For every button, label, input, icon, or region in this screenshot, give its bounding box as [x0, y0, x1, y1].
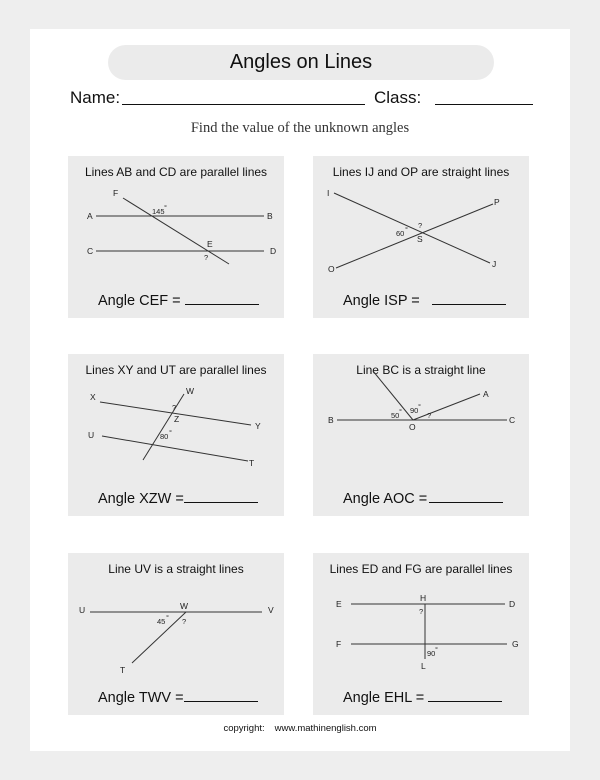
problem-5-title: Line UV is a straight lines [108, 562, 244, 576]
line-ut [102, 436, 248, 461]
copyright-label: copyright: [223, 723, 265, 734]
label-u: U [79, 605, 86, 615]
label-w: W [180, 601, 189, 611]
answer-blank[interactable] [428, 689, 502, 702]
answer-blank[interactable] [429, 490, 503, 503]
name-label: Name: [70, 88, 121, 107]
label-d: D [270, 246, 277, 256]
label-b: B [328, 415, 334, 425]
given-angle: 60 [396, 229, 405, 238]
label-a: A [483, 389, 489, 399]
answer-blank[interactable] [432, 292, 506, 305]
transversal-wz [143, 394, 184, 460]
label-e: E [336, 599, 342, 609]
label-c: C [87, 246, 94, 256]
label-o: O [409, 422, 416, 432]
answer-blank[interactable] [184, 689, 258, 702]
problem-1-title: Lines AB and CD are parallel lines [84, 165, 268, 179]
label-l: L [421, 661, 426, 671]
unknown-angle: ? [204, 253, 209, 262]
label-a: A [87, 211, 93, 221]
answer-prompt: Angle TWV = [98, 690, 184, 706]
degree-symbol: ° [405, 225, 408, 234]
problem-card-6 [313, 553, 529, 715]
answer-prompt: Angle AOC = [343, 491, 428, 507]
label-j: J [492, 259, 497, 269]
problem-card-2 [313, 156, 529, 318]
ray-oa [413, 394, 480, 420]
degree-symbol: ° [418, 402, 421, 411]
label-w: W [186, 386, 195, 396]
problem-3-title: Lines XY and UT are parallel lines [85, 363, 267, 377]
name-field-line[interactable] [122, 104, 365, 105]
answer-row-3 [98, 490, 258, 507]
unknown-angle: ? [418, 221, 423, 230]
unknown-angle: ? [182, 617, 187, 626]
answer-row-6 [343, 689, 502, 706]
problem-card-3 [68, 354, 284, 516]
given-angle-1: 50 [391, 411, 400, 420]
label-g: G [512, 639, 519, 649]
answer-row-2 [343, 292, 506, 309]
label-t: T [249, 458, 255, 468]
answer-prompt: Angle CEF = [98, 293, 181, 309]
label-b: B [267, 211, 273, 221]
given-angle: 80 [160, 432, 169, 441]
label-s: S [417, 234, 423, 244]
label-o: O [328, 264, 335, 274]
transversal-fe [123, 198, 229, 264]
problem-4-title: Line BC is a straight line [356, 363, 486, 377]
name-class-row [70, 88, 540, 112]
label-y: Y [255, 421, 261, 431]
answer-prompt: Angle EHL = [343, 690, 425, 706]
problem-card-5 [68, 553, 284, 715]
label-d: D [509, 599, 516, 609]
answer-row-4 [343, 490, 503, 507]
given-angle: 90 [427, 649, 436, 658]
footer-copyright [0, 723, 600, 734]
problem-card-1 [68, 156, 284, 318]
answer-prompt: Angle XZW = [98, 491, 184, 507]
label-f: F [113, 188, 119, 198]
degree-symbol: ° [435, 645, 438, 654]
answer-blank[interactable] [184, 490, 258, 503]
problem-2-title: Lines IJ and OP are straight lines [332, 165, 510, 179]
unknown-angle: ? [419, 607, 424, 616]
given-angle-2: 90 [410, 406, 419, 415]
degree-symbol: ° [164, 203, 167, 212]
worksheet-title: Angles on Lines [108, 45, 494, 80]
label-p: P [494, 197, 500, 207]
given-angle: 145 [152, 207, 165, 216]
problem-6-title: Lines ED and FG are parallel lines [329, 562, 513, 576]
answer-row-1 [98, 292, 259, 309]
answer-blank[interactable] [185, 292, 259, 305]
unknown-angle: ? [172, 403, 177, 412]
line-ij [334, 193, 490, 263]
label-i: I [327, 188, 330, 198]
degree-symbol: ° [399, 407, 402, 416]
label-c: C [509, 415, 516, 425]
label-v: V [268, 605, 274, 615]
label-x: X [90, 392, 96, 402]
line-op [336, 204, 493, 268]
answer-row-5 [98, 689, 258, 706]
problem-card-4 [313, 354, 529, 516]
given-angle: 45 [157, 617, 166, 626]
unknown-angle: ? [427, 411, 432, 420]
label-z: Z [174, 414, 180, 424]
label-f: F [336, 639, 342, 649]
answer-prompt: Angle ISP = [343, 293, 420, 309]
degree-symbol: ° [166, 613, 169, 622]
label-u: U [88, 430, 95, 440]
degree-symbol: ° [169, 428, 172, 437]
label-t: T [120, 665, 126, 675]
instruction-text: Find the value of the unknown angles [190, 120, 410, 136]
label-h: H [420, 593, 427, 603]
class-label: Class: [374, 88, 422, 107]
copyright-url[interactable]: www.mathinenglish.com [274, 723, 377, 734]
class-field-line[interactable] [435, 104, 533, 105]
label-e: E [207, 239, 213, 249]
